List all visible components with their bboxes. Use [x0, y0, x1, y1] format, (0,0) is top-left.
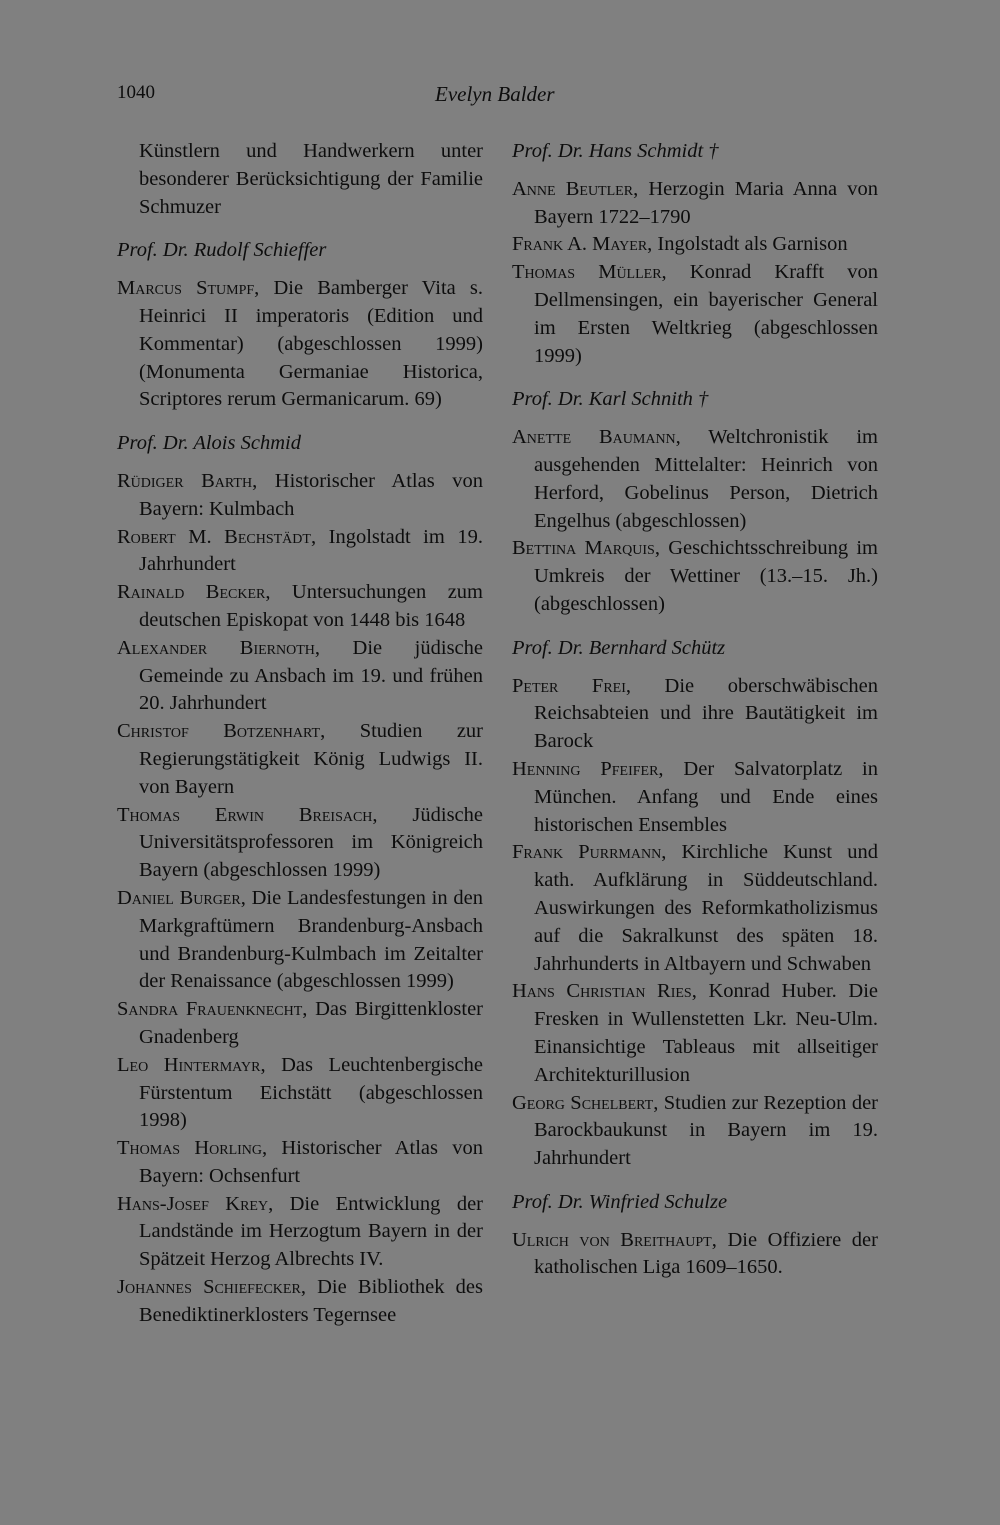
entry-title: , Studien zur Regierungstätigkeit König Ludwigs II. von Bayern — [139, 720, 483, 798]
running-head: Evelyn Balder — [435, 82, 555, 106]
dissertation-entry — [512, 259, 878, 370]
entry-title: , Das Leuchtenbergische Fürstentum Eichstätt (abgeschlossen 1998) — [139, 1053, 483, 1132]
entry-title: , Die Bibliothek des Benediktinerklosters Tegernsee — [139, 1276, 484, 1326]
entry-author: Georg Schelbert — [512, 1091, 654, 1114]
dissertation-entry — [117, 996, 483, 1052]
entry-title: , Weltchronistik im ausgehenden Mittelalter: Heinrich von Herford, Gobelinus Person, Dietrich Engelhus (abgeschlossen) — [534, 426, 878, 532]
entry-author: Frank A. Mayer — [512, 233, 648, 256]
entry-author: Thomas Müller — [512, 261, 662, 284]
entry-author: Johannes Schiefecker — [117, 1276, 301, 1299]
entry-title: , Kirchliche Kunst und kath. Aufklärung in Süddeutschland. Auswirkungen des Reformkatholizismus auf die Sakralkunst des späten 18. Jahrhunderts in Altbayern und Schwaben — [534, 841, 878, 975]
entry-author: Thomas Erwin Breisach — [117, 803, 373, 826]
entry-title: , Die oberschwäbischen Reichsabteien und ihre Bautätigkeit im Barock — [534, 674, 878, 753]
dissertation-entry — [117, 1135, 483, 1191]
dissertation-entry — [117, 718, 483, 801]
professor-heading: Prof. Dr. Winfried Schulze — [512, 1190, 728, 1213]
entry-title: , Die jüdische Gemeinde zu Ansbach im 19. und frühen 20. Jahrhundert — [139, 636, 483, 715]
entry-title: , Ingolstadt als Garnison — [647, 233, 848, 256]
entry-author: Daniel Burger — [117, 886, 241, 909]
dissertation-entry — [117, 1191, 483, 1274]
entry-title: , Untersuchungen zum deutschen Episkopat von 1448 bis 1648 — [139, 581, 483, 631]
dissertation-entry — [512, 1227, 878, 1283]
entry-author: Hans Christian Ries — [512, 980, 692, 1003]
entry-title: , Geschichtsschreibung im Umkreis der Wettiner (13.–15. Jh.) (abgeschlossen) — [534, 537, 878, 615]
left-column — [117, 138, 483, 1330]
entry-title: , Studien zur Rezeption der Barockbaukunst in Bayern im 19. Jahrhundert — [534, 1091, 878, 1170]
entry-title: , Konrad Huber. Die Fresken in Wullenstetten Lkr. Neu-Ulm. Einansichtige Tableaus mit allseitiger Architekturillusion — [534, 980, 878, 1086]
entry-title: , Die Offiziere der katholischen Liga 1609–1650. — [534, 1228, 878, 1279]
dissertation-entry — [512, 424, 878, 535]
professor-heading: Prof. Dr. Hans Schmidt † — [512, 140, 719, 162]
page-number: 1040 — [117, 82, 155, 103]
dissertation-entry — [512, 839, 878, 978]
dissertation-entry — [117, 524, 483, 580]
entry-title: , Die Bamberger Vita s. Heinrici II imperatoris (Edition und Kommentar) (abgeschlossen 1999) (Monumenta Germaniae Historica, Scriptores rerum Germanicarum. 69) — [139, 277, 483, 411]
entry-title: , Historischer Atlas von Bayern: Kulmbach — [139, 469, 484, 520]
entry-author: Bettina Marquis — [512, 537, 655, 560]
dissertation-entry — [117, 1052, 483, 1135]
entry-author: Robert M. Bechstädt — [117, 525, 311, 548]
professor-heading: Prof. Dr. Alois Schmid — [117, 432, 301, 455]
dissertation-entry — [512, 176, 878, 232]
professor-heading: Prof. Dr. Bernhard Schütz — [512, 636, 726, 659]
continued-entry-text: Künstlern und Handwerkern unter besonderer Berücksichtigung der Familie Schmuzer — [139, 140, 483, 218]
dissertation-entry — [117, 885, 483, 996]
entry-author: Ulrich von Breithaupt — [512, 1228, 712, 1251]
dissertation-entry — [512, 535, 878, 618]
entry-author: Anne Beutler — [512, 177, 634, 200]
entry-author: Peter Frei — [512, 674, 626, 697]
entry-author: Leo Hintermayr — [117, 1053, 261, 1076]
entry-author: Rüdiger Barth — [117, 469, 253, 492]
entry-title: , Jüdische Universitätsprofessoren im Königreich Bayern (abgeschlossen 1999) — [139, 803, 483, 882]
dissertation-entry — [117, 468, 483, 524]
dissertation-entry — [512, 231, 878, 259]
dissertation-entry — [512, 756, 878, 839]
dissertation-entry — [512, 978, 878, 1089]
entry-title: , Die Entwicklung der Landstände im Herzogtum Bayern in der Spätzeit Herzog Albrechts IV. — [139, 1192, 483, 1271]
right-column — [512, 138, 878, 1282]
professor-heading: Prof. Dr. Rudolf Schieffer — [117, 239, 327, 262]
professor-heading: Prof. Dr. Karl Schnith † — [512, 388, 709, 411]
entry-author: Anette Baumann — [512, 426, 676, 449]
entry-title: , Der Salvatorplatz in München. Anfang und Ende eines historischen Ensembles — [534, 757, 878, 836]
dissertation-entry — [117, 1274, 483, 1330]
dissertation-entry — [512, 1090, 878, 1173]
page-header — [117, 82, 560, 114]
dissertation-entry — [117, 275, 483, 414]
dissertation-entry — [117, 635, 483, 718]
entry-author: Hans-Josef Krey — [117, 1192, 269, 1215]
entry-author: Alexander Biernoth — [117, 636, 315, 659]
entry-author: Henning Pfeifer — [512, 757, 659, 780]
entry-title: , Historischer Atlas von Bayern: Ochsenfurt — [139, 1137, 483, 1187]
dissertation-entry — [512, 673, 878, 756]
entry-author: Marcus Stumpf — [117, 277, 255, 300]
dissertation-entry — [117, 802, 483, 885]
entry-author: Sandra Frauenknecht — [117, 998, 303, 1021]
entry-author: Rainald Becker — [117, 581, 266, 604]
entry-title: , Konrad Krafft von Dellmensingen, ein bayerischer General im Ersten Weltkrieg (abgeschlossen 1999) — [534, 261, 878, 367]
entry-title: , Ingolstadt im 19. Jahrhundert — [139, 525, 483, 576]
entry-author: Christof Botzenhart — [117, 720, 321, 743]
dissertation-entry — [117, 579, 483, 635]
entry-author: Frank Purrmann — [512, 841, 662, 864]
entry-author: Thomas Horling — [117, 1137, 263, 1160]
entry-title: , Herzogin Maria Anna von Bayern 1722–1790 — [534, 177, 879, 228]
entry-title: , Das Birgittenkloster Gnadenberg — [139, 998, 483, 1048]
entry-title: , Die Landesfestungen in den Markgraftümern Brandenburg-Ansbach und Brandenburg-Kulmbach im Zeitalter der Renaissance (abgeschlossen 1999) — [139, 886, 483, 993]
